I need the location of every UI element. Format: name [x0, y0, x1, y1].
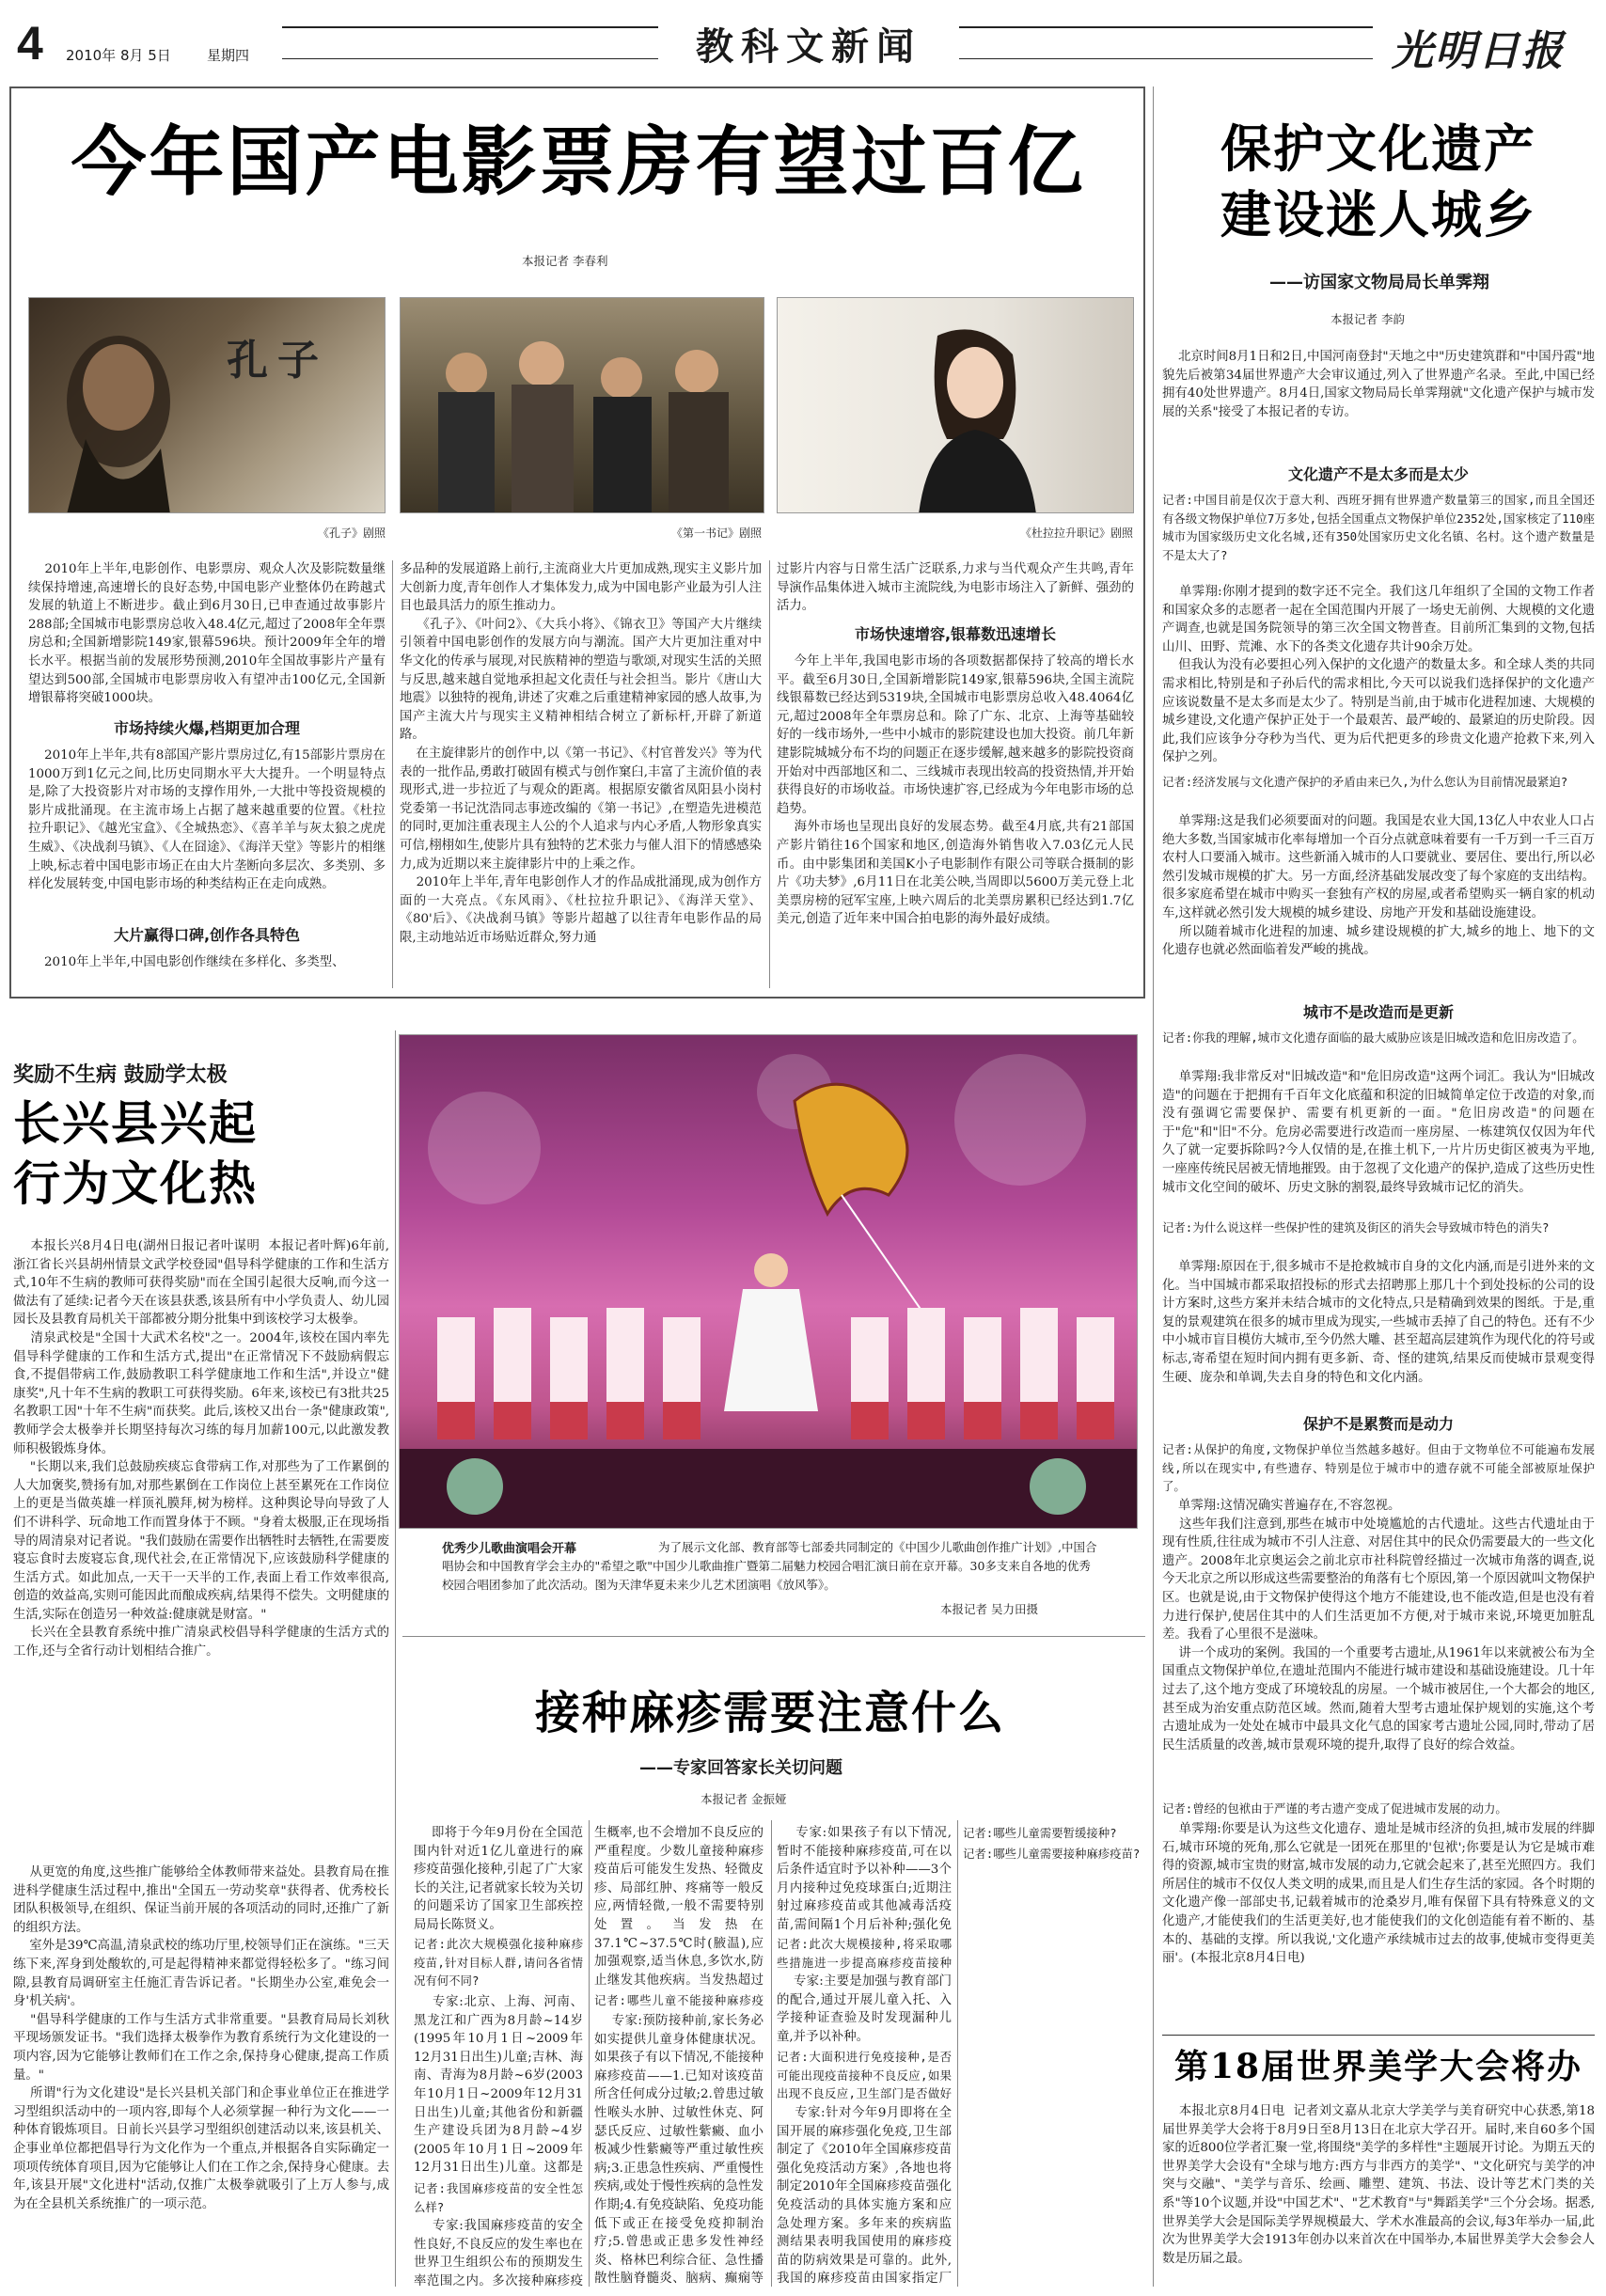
changxing-title-2: 行为文化热	[13, 1156, 258, 1211]
changxing-body-2: 从更宽的角度,这些推广能够给全体教师带来益处。县教育局在推进科学健康生活过程中,推出"全国五一劳动奖章"获得者、优秀校长团队积极领导,在组织、保证当前开展的各项活动的同时,还推广了新的组织方法。 室外是39℃高温,清泉武校的练功厅里,校领导们正在演练。"三天练下来,浑身到处酸软的,可是起得精神来都觉得轻松多了。"练习间隙,县教育局调研室主任施汇青告诉记者。"长期坐办公室,难免会一身'机关病'。 "倡导科学健康的工作与生活方式非常重要。"县教育局局长刘秋平现场颁发证书。"我们选择太极拳作为教育系统行为文化建设的一项内容,因为它能够让教师们在工作之余,保持身心健康,提高工作质量。" 所谓"行为文化建设"是长兴县机关部门和企事业单位正在推进学习型组织活动中的一项内容,即每个人必须掌握一种行为文化——一种体育锻炼项目。日前长兴县学习型组织创建活动以来,该县机关、企事业单位都把倡导行为文化作为一个重点,并根据各自实际确定一项项传统体育项目,因为它能够让人们在工作之余,保持身心健康。去年,该县开展"文化进村"活动,仅推广太极拳就吸引了上万人参与,成为在全县机关系统推广的一项示范。	[13, 1865, 389, 2211]
measles-byline: 本报记者 金振娅	[701, 1792, 787, 1806]
date: 2010年 8月 5日	[66, 47, 171, 64]
heritage-q4: 记者:为什么说这样一些保护性的建筑及街区的消失会导致城市特色的消失?	[1162, 1220, 1550, 1234]
box-office-col3: 过影片内容与日常生活广泛联系,力求与当代观众产生共鸣,青年导演作品集体进入城市主流院线,为电影市场注入了新鲜、强劲的活力。	[777, 562, 1134, 614]
photo-caption-title: 优秀少儿歌曲演唱会开幕	[442, 1542, 577, 1556]
poster-title: 孔子	[227, 337, 328, 385]
caption-2: 《第一书记》剧照	[670, 527, 762, 540]
heritage-intro: 北京时间8月1日和2日,中国河南登封"天地之中"历史建筑群和"中国丹霞"地貌先后被第34届世界遗产大会审议通过,列入了世界遗产名录。至此,中国已经拥有40处世界遗产。8月4日,国家文物局局长单霁翔就"文化遗产保护与城市发展的关系"接受了本报记者的专访。	[1162, 350, 1595, 419]
measles-subtitle: ——专家回答家长关切问题	[639, 1758, 842, 1778]
du-lala-still	[777, 297, 1134, 513]
heritage-title-2: 建设迷人城乡	[1220, 184, 1536, 244]
soloist	[724, 1253, 818, 1411]
measles-a2: 专家:我国麻疹疫苗的安全性良好,不良反应的发生率也在世界卫生组织公布的预期发生率范围之内。多次接种麻疹疫	[414, 2219, 583, 2288]
heritage-sub1: 文化遗产不是太多而是太少	[1287, 465, 1469, 483]
heritage-q1: 记者:中国目前是仅次于意大利、西班牙拥有世界遗产数量第三的国家,而且全国还有各级文物保护单位7万多处,包括全国重点文物保护单位2352处,国家核定了110座城市为国家级历史文化名城,还有350处国家历史文化名镇、名村。这个遗产数量是不是太大了?	[1162, 493, 1595, 562]
box-office-byline: 本报记者 李春利	[522, 254, 608, 268]
heritage-sub2: 城市不是改造而是更新	[1302, 1003, 1454, 1021]
box-office-title: 今年国产电影票房有望过百亿	[71, 118, 1086, 206]
kite-icon	[795, 1084, 926, 1317]
heritage-subtitle: ——访国家文物局局长单霁翔	[1269, 273, 1489, 292]
heritage-a3: 单霁翔:我非常反对"旧城改造"和"危旧房改造"这两个词汇。我认为"旧城改造"的问题在于把拥有千百年文化底蕴和积淀的旧城简单定位于改造的对象,而没有强调它需要保护、需要有机更新的一面。"危旧房改造"的问题在于"危"和"旧"不分。危房必需要进行改造而一座房屋、一栋建筑仅仅因为年代久了就一定要拆除吗?今人仅情的是,在推土机下,一片片历史街区被夷为平地,一座座传统民居被无情地摧毁。由于忽视了文化遗产的保护,造成了这些历史性城市文化空间的破坏、历史文脉的割裂,最终导致城市记忆的消失。	[1162, 1070, 1595, 1195]
box-office-sub2: 大片赢得口碑,创作各具特色	[113, 926, 301, 944]
stage-scene	[400, 1035, 1138, 1529]
weekday: 星期四	[207, 47, 250, 64]
photo-credit: 本报记者 吴力田摄	[940, 1602, 1038, 1616]
heritage-byline: 本报记者 李韵	[1330, 312, 1405, 326]
changxing-kicker: 奖励不生病 鼓励学太极	[13, 1063, 228, 1087]
measles-q4: 记者:哪些儿童需要暂缓接种?	[963, 1826, 1117, 1840]
aesthetics-body: 本报北京8月4日电 记者刘文嘉从北京大学美学与美育研究中心获悉,第18届世界美学大会将于8月9日至8月13日在北京大学召开。届时,来自60多个国家的近800位学者汇聚一堂,将围绕"美学的多样性"主题展开讨论。为期五天的世界美学大会设有"全球与地方:西方与非西方的美学"、"文化研究与美学的冲突与交融"、"美学与音乐、绘画、雕塑、建筑、书法、设计等艺术门类的关系"等10个议题,并设"中国艺术"、"艺术教育"与"舞蹈美学"三个分会场。据悉,世界美学大会是国际美学界规模最大、学术水准最高的会议,每3年举办一届,此次为世界美学大会1913年创办以来首次在中国举办,本届世界美学大会参会人数是历届之最。	[1162, 2104, 1595, 2266]
measles-col3: 专家:如果孩子有以下情况,暂时不能接种麻疹疫苗,可在以后条件适宜时予以补种——3个月内接种过免疫球蛋白;近期注射过麻疹疫苗或其他减毒活疫苗,需间隔1个月后补种;强化免	[777, 1826, 952, 1932]
caption-3: 《杜拉拉升职记》剧照	[1019, 527, 1133, 540]
heritage-a5: 单霁翔:这情况确实普遍存在,不容忽视。 这些年我们注意到,那些在城市中处境尴尬的古代遗址。这些古代遗址由于现有性质,往往成为城市不引人注意、对居住其中的民众仍需要最大的一些文化遗产。2008年北京奥运会之前北京市社科院曾经描过一次城市角落的调查,说今天北京之所以形成这些需要整治的角落有七个原因,第一个原因就叫文物保护区。也就是说,由于文物保护使得这个地方不能建设,也不能改造,但是也没有着力进行保护,使居住其中的人们生活更加不方便,对于城市来说,环境更加脏乱差。我看了心里很不是滋味。 讲一个成功的案例。我国的一个重要考古遗址,从1961年以来就被公布为全国重点文物保护单位,在遗址范围内不能进行城市建设和基础设施建设。几十年过去了,这个地方变成了环境较乱的房屋。一个城市被居住,一个大都会的地区,甚至成为治安重点防范区域。然而,随着大型考古遗址保护规划的实施,这个考古遗址成为一处处在城市中最具文化气息的国家考古遗址公园,同时,带动了居民生活质量的改善,城市景观环境的提升,取得了良好的综合效益。	[1162, 1499, 1595, 1753]
confucius-still	[28, 297, 386, 513]
measles-q1: 记者:此次大规模强化接种麻疹疫苗,针对目标人群,请问各省情况有何不同?	[414, 1937, 583, 1989]
heritage-sub3: 保护不是累赘而是动力	[1302, 1415, 1454, 1433]
changxing-body: 本报长兴8月4日电(湖州日报记者叶谋明 本报记者叶辉)6年前,浙江省长兴县胡州情景文武学校登园"倡导科学健康的工作和生活方式,10年不生病的教师可获得奖励"而在全国引起很大反响,而今这一做法有了延续:记者今天在该县获悉,该县所有中小学负责人、幼儿园园长及县教育局机关干部都被分期分批集中到该校学习太极拳。 清泉武校是"全国十大武术名校"之一。2004年,该校在国内率先倡导科学健康的工作和生活方式,提出"在正常情况下不鼓励病假忘食,不提倡带病工作,鼓励教职工科学健康地工作和生活",并设立"健康奖",凡十年不生病的教职工可获得奖励。6年来,该校已有3批共25名教职工因"十年不生病"而获奖。此后,该校又出台一条"健康政策",教师学会太极拳并长期坚持每次习练的每月加薪100元,以此激发教师积极锻炼身体。 "长期以来,我们总鼓励疾痰忘食带病工作,对那些为了工作累倒的人大加褒奖,赞扬有加,对那些累倒在工作岗位上甚至累死在工作岗位上的更是当做英雄一样顶礼膜拜,树为榜样。这种舆论导向导致了人们不讲科学、玩命地工作而置身体于不顾。"身着太极服,正在现场指导的周清泉对记者说。"我们鼓励在需要作出牺牲时去牺牲,在需要废寝忘食时去废寝忘食,现代社会,在正常情况下,应该鼓励科学健康的生活方式。如此加点,一天干一天半的工作,表面上看工作效率很高,创造的效益高,实则可能因此而酿成疾病,结果得不偿失。文明健康的生活,实际在创造另一种效益:健康就是财富。" 长兴在全县教育系统中推广清泉武校倡导科学健康的生活方式的工作,还与全省行动计划相结合推广。	[13, 1239, 389, 1659]
heritage-a6: 单霁翔:你要是认为这些文化遗存、遗址是城市经济的负担,城市发展的绊脚石,城市环境的死角,那么它就是一团死在那里的'包袱';你要是认为它是城市难得的资源,城市宝贵的财富,城市发展的动力,它就会起来了,甚至光照四方。我们所居住的城市不仅仅人类文明的成果,而且是人们生存生活的家园。各个时期的文化遗产像一部部史书,记载着城市的沧桑岁月,唯有保留下具有特殊意义的文化遗产,才能使我们的生活更美好,也才能使我们的文化创造能有着不断的、基本的、基础的支撑。所以我说,'文化遗产承续城市过去的故事,使城市变得更美丽'。(本报北京8月4日电)	[1162, 1822, 1595, 1966]
measles-q3: 记者:哪些儿童不能接种麻疹疫	[594, 1993, 764, 2007]
measles-col2: 生概率,也不会增加不良反应的严重程度。少数儿童接种麻疹疫苗后可能发生发热、轻微皮疹、局部红肿、疼痛等一般反应,两情轻微,一般不需要特别处置。当发热在37.1℃~37.5℃时(腋温),应加强观察,适当休息,多饮水,防止继发其他疾病。当发热超过	[594, 1826, 764, 1988]
box-office-sub1: 市场持续火爆,档期更加合理	[113, 719, 301, 737]
aesthetics-title: 第18届世界美学大会将办	[1173, 2047, 1583, 2086]
heritage-q5: 记者:从保护的角度,文物保护单位当然越多越好。但由于文物单位不可能遍布发展线,所以在现实中,有些遗存、特别是位于城市中的遗存就不可能全部被原址保护了。	[1162, 1442, 1595, 1494]
actress-figure	[778, 298, 1134, 513]
measles-col1-intro: 即将于今年9月份在全国范围内针对近1亿儿童进行的麻疹疫苗强化接种,引起了广大家长的关注,记者就家长较为关切的问题采访了国家卫生部疾控局局长陈贤义。	[414, 1826, 583, 1932]
measles-q2: 记者:我国麻疹疫苗的安全性怎么样?	[414, 2181, 583, 2214]
heritage-a1: 单霁翔:你刚才提到的数字还不完全。我们这几年组织了全国的文物工作者和国家众多的志愿者一起在全国范围内开展了一场史无前例、大规模的文化遗产调查,也就是国务院领导的第三次全国文物普查。目前所汇集到的文物,包括山川、田野、荒滩、水下的各类文化遗存共计90余万处。 但我认为没有必要担心列入保护的文化遗产的数量太多。和全球人类的共同需求相比,特别是和子孙后代的需求相比,今天可以说我们选择保护的文化遗产应该说数量不是太多而是太少了。特别是当前,由于城市化进程加速、大规模的城乡建设,文化遗产保护正处于一个最艰苦、最严峻的、最紧迫的历史阶段。因此,我们应该争分夺秒为当代、更为后代把更多的珍贵文化遗产抢救下来,列入保护之列。	[1162, 585, 1595, 765]
choir-photo	[399, 1034, 1138, 1529]
paper-logo: 光明日报	[1392, 27, 1565, 75]
measles-title: 接种麻疹需要注意什么	[534, 1687, 1005, 1739]
box-office-col3b: 今年上半年,我国电影市场的各项数据都保持了较高的增长水平。截至6月30日,全国新增影院149家,银幕596块,全国主流院线银幕数已经达到5319块,全国城市电影票房总收入48.4064亿元,超过2008年全年票房总和。除了广东、北京、上海等基础较好的一线市场外,一些中小城市的影院建设也加大投资。前几年新建影院城城分布不均的问题正在逐步缓解,越来越多的影院投资商开始对中西部地区和二、三线城市表现出较高的投资热情,并开始获得良好的市场收益。市场快速扩容,已经成为今年电影市场的总趋势。 海外市场也呈现出良好的发展态势。截至4月底,共有21部国产影片销往16个国家和地区,创造海外销售收入7.03亿元人民币。由中影集团和美国K小子电影制作有限公司等联合摄制的影片《功夫梦》,6月11日在北美公映,当周即以5600万美元登上北美票房榜的冠军宝座,上映六周后的北美票房累积已经达到1.7亿美元,创造了近年来中国合拍电影的海外最好成绩。	[777, 654, 1134, 927]
section-title: 教科文新闻	[696, 24, 921, 69]
heritage-a4: 单霁翔:原因在于,很多城市不是抢救城市自身的文化内涵,而是引进外来的文化。当中国城市都采取招投标的形式去招聘那上那几十个到处投标的公司的设计方案时,这些方案并未结合城市的文化特点,只是精确到效果的图纸。于是,重复的景观建筑在很多的城市里成为现实,一些城市丢掉了自己的特色。还有不少中小城市盲目模仿大城市,至今仍然大雕、甚至超高层建筑作为现代化的符号或标志,寄希望在短时间内拥有更多新、奇、怪的建筑,结果反而使城市景观变得生硬、庞杂和单调,失去自身的特色和文化内涵。	[1162, 1260, 1595, 1385]
heritage-a2: 单霁翔:这是我们必须要面对的问题。我国是农业大国,13亿人中农业人口占绝大多数,当国家城市化率每增加一个百分点就意味着要有一千万到一千三百万农村人口要涌入城市。这些新涌入城市的人口要就业、要居住、要出行,所以必然引发城市规模的扩大。另一方面,经济基础发展改变了每个家庭的支出结构。很多家庭希望在城市中购买一套独有产权的房屋,或者希望购买一辆自家的机动车,这样就必然引发大规模的城乡建设、房地产开发和基础设施建设。 所以随着城市化进程的加速、城乡建设规模的扩大,城乡的地上、地下的文化遗存也就必然面临着发严峻的挑战。	[1162, 814, 1595, 958]
measles-q6: 记者:大面积进行免疫接种,是否可能出现疫苗接种不良反应,如果出现不良反应,卫生部门是否做好	[777, 2050, 952, 2101]
box-office-col1c: 2010年上半年,中国电影创作继续在多样化、多类型、	[28, 955, 345, 969]
measles-q7: 记者:哪些儿童需要接种麻疹疫苗?	[963, 1847, 1141, 1861]
box-office-col1: 2010年上半年,电影创作、电影票房、观众人次及影院数量继续保持增速,高速增长的良好态势,中国电影产业整体仍在跨越式发展的轨道上不断进步。截止到6月30日,已申查通过故事影片288部;全国城市电影票房总收入48.4亿元,超过了2008年全年票房总和;全国新增影院149家,银幕596块。预计2009年全年的增长水平。根据当前的发展形势预测,2010年全国故事影片产量有望达到500部,全国城市电影票房收入有望冲击100亿元,全国新增银幕将突破1000块。	[28, 562, 386, 706]
measles-a1: 专家:北京、上海、河南、黑龙江和广西为8月龄~14岁(1995年10月1日~2009年12月31日出生)儿童;吉林、海南、青海为8月龄~6岁(2003年10月1日~2009年12月31日出生)儿童;其他省份和新疆生产建设兵团为8月龄~4岁(2005年10月1日~2009年12月31日出生)儿童。这都是	[414, 1995, 583, 2176]
box-office-col2: 多品种的发展道路上前行,主流商业大片更加成熟,现实主义影片加大创新力度,青年创作人才集体发力,成为中国电影产业最为引人注目也最具活力的原生推动力。 《孔子》、《叶问2》、《大兵小将》、《锦衣卫》等国产大片继续引领着中国电影创作的发展方向与潮流。国产大片更加注重对中华文化的传承与展现,对民族精神的塑造与歌颂,对现实生活的关照与反思,越来越自觉地承担起文化责任与社会担当。影片《唐山大地震》以独特的视角,讲述了灾难之后重建精神家园的感人故事,为国产主流大片与现实主义精神相结合树立了新标杆,开辟了新道路。 在主旋律影片的创作中,以《第一书记》、《村官普发兴》等为代表的一批作品,勇敢打破固有模式与创作窠臼,丰富了主流价值的表现形式,进一步拉近了与观众的距离。根据原安徽省凤阳县小岗村党委第一书记沈浩同志事迹改编的《第一书记》,在塑造先进模范的同时,更加注重表现主人公的个人追求与内心矛盾,人物形象真实可信,栩栩如生,使影片具有独特的艺术张力与催人泪下的情感感染力,成为近期以来主旋律影片中的上乘之作。 2010年上半年,青年电影创作人才的作品成批涌现,成为创作方面的一大亮点。《东风雨》、《杜拉拉升职记》、《海洋天堂》、《80'后》、《决战刹马镇》等影片超越了以往青年电影作品的局限,主动地站近市场贴近群众,努力通	[400, 562, 762, 945]
page-number: 4	[17, 17, 43, 70]
confucius-figure	[29, 298, 386, 513]
heritage-q2: 记者:经济发展与文化遗产保护的矛盾由来已久,为什么您认为目前情况最紧迫?	[1162, 775, 1568, 789]
measles-a5: 专家:主要是加强与教育部门的配合,通过开展儿童入托、入学接种证查验及时发现漏种儿童,并予以补种。	[777, 1974, 952, 2044]
box-office-col1b: 2010年上半年,共有8部国产影片票房过亿,有15部影片票房在1000万到1亿元之间,比历史同期水平大大提升。一个明显特点是,除了大投资影片对市场的支撑作用外,一大批中等投资规模的影片成批涌现。在主流市场上占据了越来越重要的位置。《杜拉拉升职记》、《越光宝盒》、《全城热恋》、《喜羊羊与灰太狼之虎虎生威》、《决战刹马镇》、《人在囧途》、《海洋天堂》等影片的相继上映,标志着中国电影市场正在由大片垄断向多层次、多类别、多样化发展转变,中国电影市场的种类结构正在走向成熟。	[28, 748, 386, 892]
changxing-title-1: 长兴县兴起	[13, 1095, 258, 1151]
heritage-q3: 记者:你我的理解,城市文化遗存面临的最大威胁应该是旧城改造和危旧房改造了。	[1162, 1030, 1584, 1045]
heritage-title-1: 保护文化遗产	[1220, 118, 1536, 179]
masthead	[0, 0, 1606, 86]
crowd-figures	[401, 298, 764, 513]
measles-q5: 记者:此次大规模接种,将采取哪些措施进一步提高麻疹疫苗接种	[777, 1937, 952, 1970]
photo-caption-body: 为了展示文化部、教育部等七部委共同制定的《中国少儿歌曲创作推广计划》,中国合唱协会和中国教育学会主办的"希望之歌"中国少儿歌曲推广暨第二届魅力校园合唱汇演日前在京开幕。30多支来自各地的优秀校园合唱团参加了此次活动。图为天津华夏未来少儿艺术团演唱《放风筝》。	[442, 1540, 1097, 1592]
first-secretary-still	[400, 297, 764, 513]
measles-a6: 专家:针对今年9月即将在全国开展的麻疹强化免疫,卫生部制定了《2010年全国麻疹疫苗强化免疫活动方案》,各地也将制定2010年全国麻疹疫苗强化免疫活动的具体实施方案和应急处理方案。多年来的疾病监测结果表明我国使用的麻疹疫苗的防病效果是可靠的。此外,我国的麻疹疫苗由国家指定厂	[777, 2106, 952, 2287]
box-office-sub3: 市场快速增容,银幕数迅速增长	[854, 625, 1057, 643]
measles-a3: 专家:预防接种前,家长务必如实提供儿童身体健康状况。如果孩子有以下情况,不能接种麻疹疫苗——1.已知对该疫苗所含任何成分过敏;2.曾患过敏性喉头水肿、过敏性休克、阿瑟氏反应、过敏性紫癜、血小板减少性紫癜等严重过敏性疾病;3.正患急性疾病、严重慢性疾病,或处于慢性疾病的急性发作期;4.有免疫缺陷、免疫功能低下或正在接受免疫抑制治疗;5.曾患或正患多发性神经炎、格林巴利综合征、急性播散性脑脊髓炎、脑病、癫痫等	[594, 2014, 764, 2287]
caption-1: 《孔子》剧照	[317, 527, 386, 540]
heritage-q6: 记者:曾经的包袱由于严谨的考古遗产变成了促进城市发展的动力。	[1162, 1801, 1507, 1816]
